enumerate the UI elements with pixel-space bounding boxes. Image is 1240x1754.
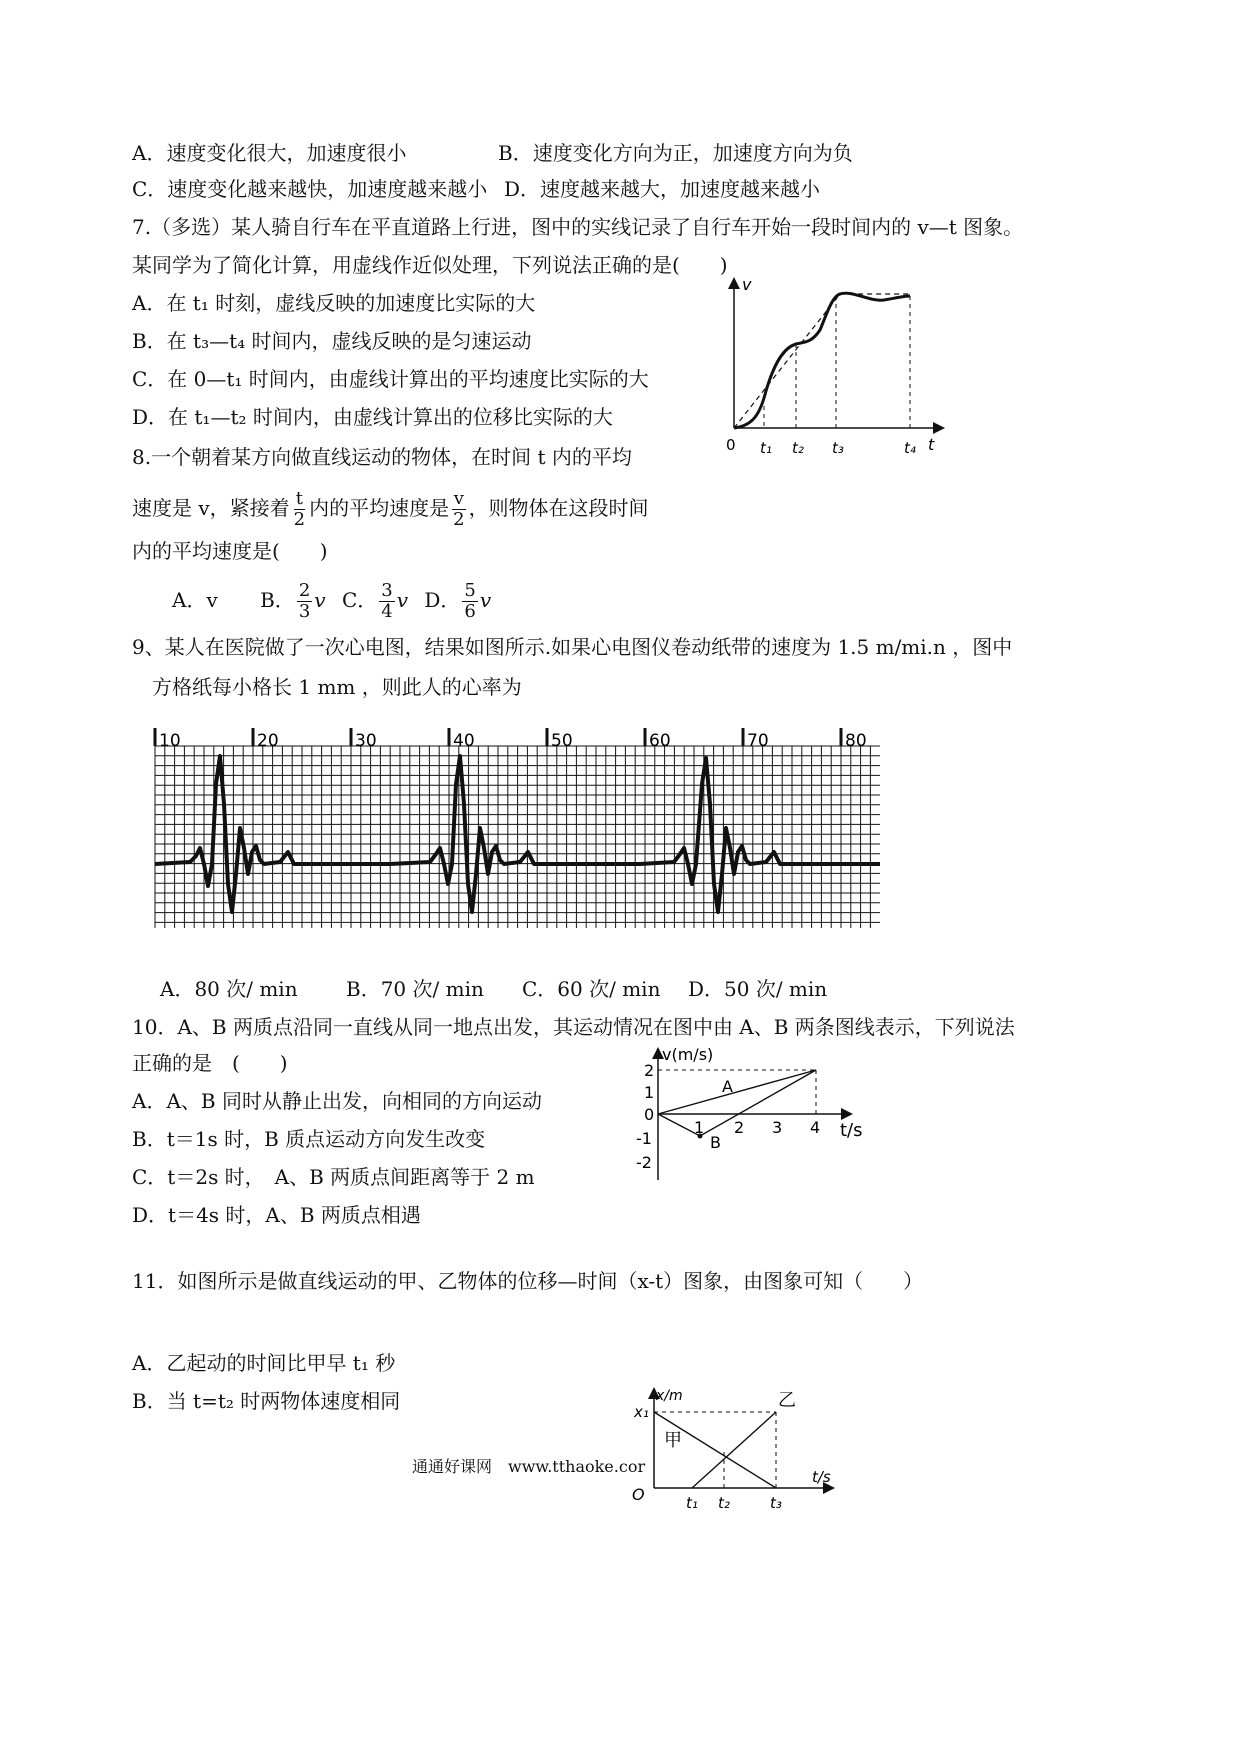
q7-tick-t4: t₄: [904, 439, 916, 457]
q7-option-d: D．在 t₁—t₂ 时间内，由虚线计算出的位移比实际的大: [132, 405, 613, 429]
q6-option-d: D．速度越来越大，加速度越来越小: [504, 177, 821, 201]
q8-option-a: A．v: [172, 588, 218, 612]
q7-y-label: v: [742, 275, 752, 294]
q8-stem-line1: 8.一个朝着某方向做直线运动的物体，在时间 t 内的平均: [132, 445, 632, 469]
q10-ytick-neg2: -2: [636, 1153, 652, 1172]
q11-yi-label: 乙: [778, 1390, 796, 1411]
ecg-scale-label: 30: [355, 731, 377, 751]
q9-stem-line1: 9、某人在医院做了一次心电图，结果如图所示.如果心电图仪卷动纸带的速度为 1.5 m/mi.n ，图中: [132, 635, 1013, 659]
q8-fraction-v-half: $\frac{v}{2}$: [453, 488, 465, 530]
q10-option-c: C．t＝2s 时， A、B 两质点间距离等于 2 m: [132, 1165, 535, 1189]
q6-option-b: B．速度变化方向为正，加速度方向为负: [498, 141, 853, 165]
q11-option-b: B．当 t=t₂ 时两物体速度相同: [132, 1389, 401, 1413]
ecg-scale-label: 70: [747, 731, 769, 751]
ecg-scale-label: 20: [257, 731, 279, 751]
q8-option-d: D． $\frac{5}{6}$ v: [424, 580, 492, 622]
ecg-scale-label: 40: [453, 731, 475, 751]
q7-x-label: t: [928, 435, 935, 454]
q8-text-a: 速度是 v，紧接着: [132, 496, 290, 520]
q7-option-a: A．在 t₁ 时刻，虚线反映的加速度比实际的大: [132, 291, 536, 315]
q7-origin: 0: [726, 436, 736, 454]
q9-option-c: C．60 次/ min: [522, 977, 661, 1001]
q10-vt-graph: [632, 1040, 882, 1188]
ecg-scale-label: 60: [649, 731, 671, 751]
q9-option-b: B．70 次/ min: [346, 977, 484, 1001]
q8-fraction-t-half: $\frac{t}{2}$: [293, 488, 306, 530]
q8-stem-line2: [132, 486, 649, 530]
q7-vt-graph: [720, 268, 960, 468]
q10-option-a: A．A、B 同时从静止出发，向相同的方向运动: [132, 1089, 542, 1113]
q10-option-d: D．t＝4s 时，A、B 两质点相遇: [132, 1203, 421, 1227]
q11-y-label: x/m: [656, 1388, 683, 1404]
q10-ytick-0: 0: [644, 1105, 655, 1124]
q8-text-c: ，则物体在这段时间: [468, 496, 649, 520]
q10-xtick-4: 4: [810, 1118, 821, 1137]
q9-option-d: D．50 次/ min: [688, 977, 828, 1001]
q10-stem-line1: 10．A、B 两质点沿同一直线从同一地点出发，其运动情况在图中由 A、B 两条图线表示，下列说法: [132, 1015, 1015, 1039]
q11-tick-t1: t₁: [686, 1494, 698, 1512]
q10-xtick-2: 2: [734, 1118, 745, 1137]
q10-x-label: t/s: [840, 1120, 863, 1141]
q10-ytick-1: 1: [644, 1083, 655, 1102]
ecg-scale-label: 10: [159, 731, 181, 751]
footer-watermark: 通通好课网 www.tthaoke.cor: [412, 1457, 646, 1476]
q6-option-c: C．速度变化越来越快，加速度越来越小: [132, 177, 488, 201]
q10-line-b-label: B: [710, 1133, 721, 1152]
q9-stem-line2: 方格纸每小格长 1 mm ，则此人的心率为: [152, 675, 522, 699]
q10-xtick-1: 1: [694, 1118, 705, 1137]
q7-tick-t3: t₃: [832, 439, 844, 457]
q7-option-c: C．在 0—t₁ 时间内，由虚线计算出的平均速度比实际的大: [132, 367, 649, 391]
q10-y-label: v(m/s): [662, 1045, 714, 1064]
q11-tick-t3: t₃: [770, 1494, 782, 1512]
q11-xt-graph: [626, 1386, 840, 1516]
ecg-grid: [155, 746, 880, 928]
q7-stem-line1: 7.（多选）某人骑自行车在平直道路上行进，图中的实线记录了自行车开始一段时间内的 v—t 图象。: [132, 215, 1024, 239]
q7-tick-t2: t₂: [792, 439, 804, 457]
q11-option-a: A．乙起动的时间比甲早 t₁ 秒: [132, 1351, 396, 1375]
q10-option-b: B．t＝1s 时，B 质点运动方向发生改变: [132, 1127, 486, 1151]
q8-option-b: B． $\frac{2}{3}$ v: [260, 580, 326, 622]
q7-stem-line2: 某同学为了简化计算，用虚线作近似处理，下列说法正确的是( ): [132, 253, 728, 277]
q10-line-a-label: A: [722, 1077, 733, 1096]
q11-jia-label: 甲: [664, 1430, 682, 1451]
q8-stem-line3: 内的平均速度是( ): [132, 539, 328, 563]
q8-option-c: C． $\frac{3}{4}$ v: [341, 580, 409, 622]
ecg-scale-label: 50: [551, 731, 573, 751]
q10-ytick-2: 2: [644, 1061, 655, 1080]
q9-option-a: A．80 次/ min: [160, 977, 298, 1001]
q8-options: [172, 578, 491, 622]
ecg-scale-label: 80: [845, 731, 867, 751]
q10-ytick-neg1: -1: [636, 1129, 652, 1148]
q9-ecg-chart: [150, 724, 890, 936]
q11-stem: 11．如图所示是做直线运动的甲、乙物体的位移—时间（x-t）图象，由图象可知（ ）: [132, 1269, 924, 1293]
q10-stem-line2: 正确的是 ( ): [132, 1051, 288, 1075]
ecg-labels: [155, 728, 867, 751]
q11-x-label: t/s: [812, 1468, 831, 1486]
q11-origin: O: [632, 1485, 645, 1504]
q8-text-b: 内的平均速度是: [309, 496, 450, 520]
q11-y-tick-x1: x₁: [634, 1403, 649, 1421]
q10-xtick-3: 3: [772, 1118, 783, 1137]
q7-option-b: B．在 t₃—t₄ 时间内，虚线反映的是匀速运动: [132, 329, 532, 353]
q11-tick-t2: t₂: [718, 1494, 730, 1512]
q7-tick-t1: t₁: [760, 439, 772, 457]
q6-option-a: A．速度变化很大，加速度很小: [132, 141, 407, 165]
